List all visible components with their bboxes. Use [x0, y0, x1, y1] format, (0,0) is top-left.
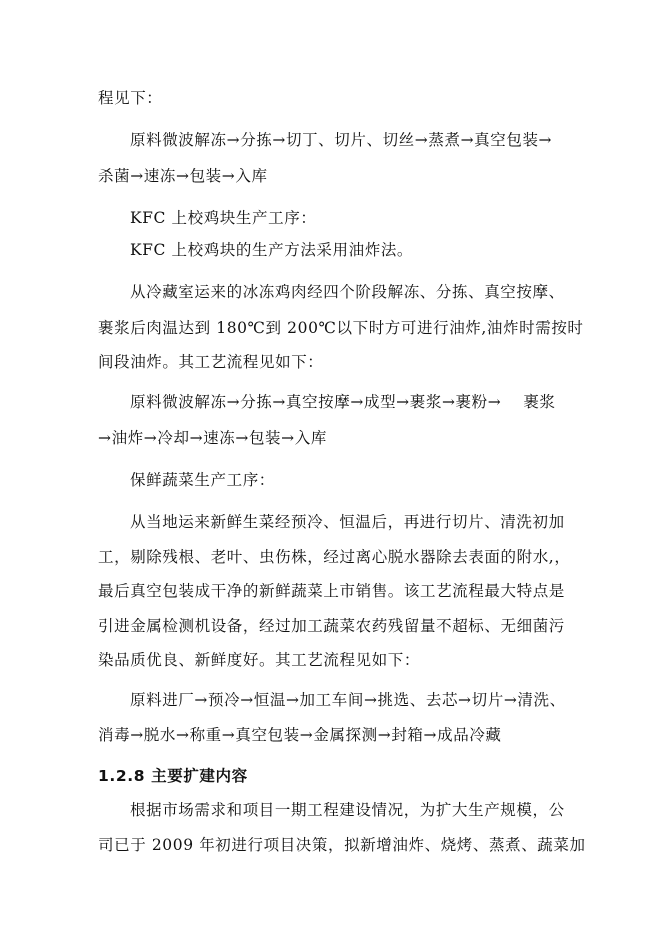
process-flow-line: 消毒→脱水→称重→真空包装→金属探测→封箱→成品冷藏: [98, 726, 502, 744]
process-flow-line: [130, 392, 662, 412]
process-flow-text: 原料微波解冻→分拣→真空按摩→成型→裹浆→裹粉→: [130, 393, 502, 411]
section-heading: 1.2.8 主要扩建内容: [98, 767, 248, 785]
process-flow-line: 原料微波解冻→分拣→切丁、切片、切丝→蒸煮→真空包装→: [130, 131, 553, 149]
section-subtitle: KFC 上校鸡块生产工序：: [130, 209, 317, 227]
process-flow-line: 原料进厂→预冷→恒温→加工车间→挑选、去芯→切片→清洗、: [130, 691, 566, 709]
text-line: 引进金属检测机设备，经过加工蔬菜农药残留量不超标、无细菌污: [98, 617, 565, 635]
text-line: 裹浆后肉温达到 180℃到 200℃以下时方可进行油炸,油炸时需按时: [98, 319, 584, 337]
process-flow-line: →油炸→冷却→速冻→包装→入库: [98, 429, 327, 447]
text-line: KFC 上校鸡块的生产方法采用油炸法。: [130, 241, 414, 259]
text-line: 从当地运来新鲜生菜经预冷、恒温后，再进行切片、清洗初加: [130, 513, 565, 531]
process-flow-text: 裹浆: [523, 393, 556, 411]
text-line: 司已于 2009 年初进行项目决策，拟新增油炸、烧烤、蒸煮、蔬菜加: [98, 836, 586, 854]
text-line: 程见下：: [98, 89, 163, 107]
text-line: 从冷藏室运来的冰冻鸡肉经四个阶段解冻、分拣、真空按摩、: [130, 283, 565, 301]
text-line: 根据市场需求和项目一期工程建设情况，为扩大生产规模，公: [130, 801, 565, 819]
process-flow-line: 杀菌→速冻→包装→入库: [98, 167, 268, 185]
section-subtitle: 保鲜蔬菜生产工序：: [130, 471, 275, 489]
text-line: 最后真空包装成干净的新鲜蔬菜上市销售。该工艺流程最大特点是: [98, 582, 565, 600]
text-line: 工，剔除残根、老叶、虫伤株，经过离心脱水器除去表面的附水,，: [98, 548, 571, 566]
text-line: 间段油炸。其工艺流程见如下：: [98, 353, 324, 371]
text-line: 染品质优良、新鲜度好。其工艺流程见如下：: [98, 651, 421, 669]
